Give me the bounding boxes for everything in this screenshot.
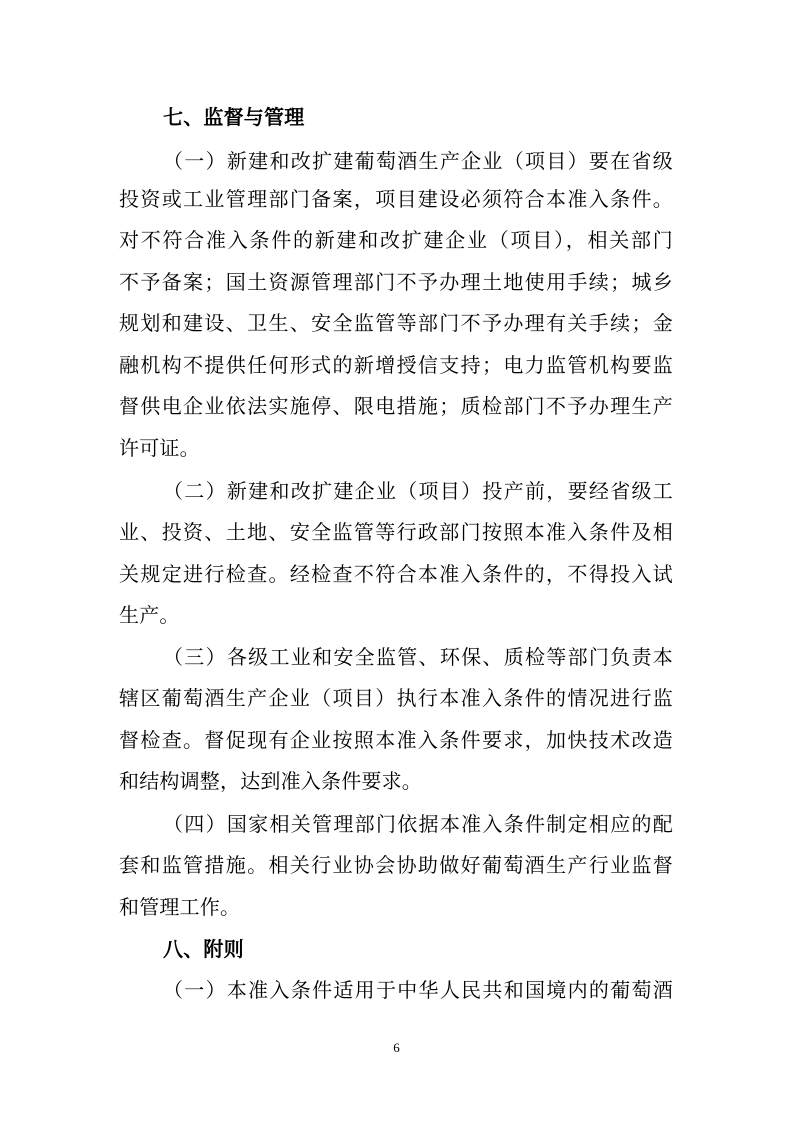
paragraph-line: 许可证。 <box>119 436 200 460</box>
paragraph-line: 辖区葡萄酒生产企业（项目）执行本准入条件的情况进行监 <box>119 686 673 710</box>
paragraph-line: （二）新建和改扩建企业（项目）投产前，要经省级工 <box>163 479 673 503</box>
paragraph-line: 规划和建设、卫生、安全监管等部门不予办理有关手续；金 <box>119 311 673 335</box>
paragraph-line: 不予备案；国土资源管理部门不予办理土地使用手续；城乡 <box>119 270 673 294</box>
page-number: 6 <box>393 1040 400 1055</box>
paragraph-line: 融机构不提供任何形式的新增授信支持；电力监管机构要监 <box>119 353 673 377</box>
paragraph-line: 关规定进行检查。经检查不符合本准入条件的，不得投入试 <box>119 562 673 586</box>
paragraph-line: 生产。 <box>119 603 180 627</box>
paragraph-line: （三）各级工业和安全监管、环保、质检等部门负责本 <box>163 645 673 669</box>
paragraph-line: （一）本准入条件适用于中华人民共和国境内的葡萄酒 <box>163 978 673 1002</box>
paragraph-line: 督检查。督促现有企业按照本准入条件要求，加快技术改造 <box>119 728 673 752</box>
paragraph-line: 督供电企业依法实施停、限电措施；质检部门不予办理生产 <box>119 394 673 418</box>
paragraph-line: （四）国家相关管理部门依据本准入条件制定相应的配 <box>163 812 673 836</box>
paragraph-line: 和结构调整，达到准入条件要求。 <box>119 769 422 793</box>
paragraph-line: 投资或工业管理部门备案，项目建设必须符合本准入条件。 <box>119 187 673 211</box>
paragraph-line: （一）新建和改扩建葡萄酒生产企业（项目）要在省级 <box>163 149 673 173</box>
paragraph-line: 套和监管措施。相关行业协会协助做好葡萄酒生产行业监督 <box>119 853 673 877</box>
paragraph-line: 对不符合准入条件的新建和改扩建企业（项目），相关部门 <box>119 228 673 252</box>
paragraph-line: 业、投资、土地、安全监管等行政部门按照本准入条件及相 <box>119 520 673 544</box>
section-heading-supervision: 七、监督与管理 <box>163 105 305 129</box>
paragraph-line: 和管理工作。 <box>119 895 241 919</box>
section-heading-supplementary: 八、附则 <box>163 937 244 961</box>
